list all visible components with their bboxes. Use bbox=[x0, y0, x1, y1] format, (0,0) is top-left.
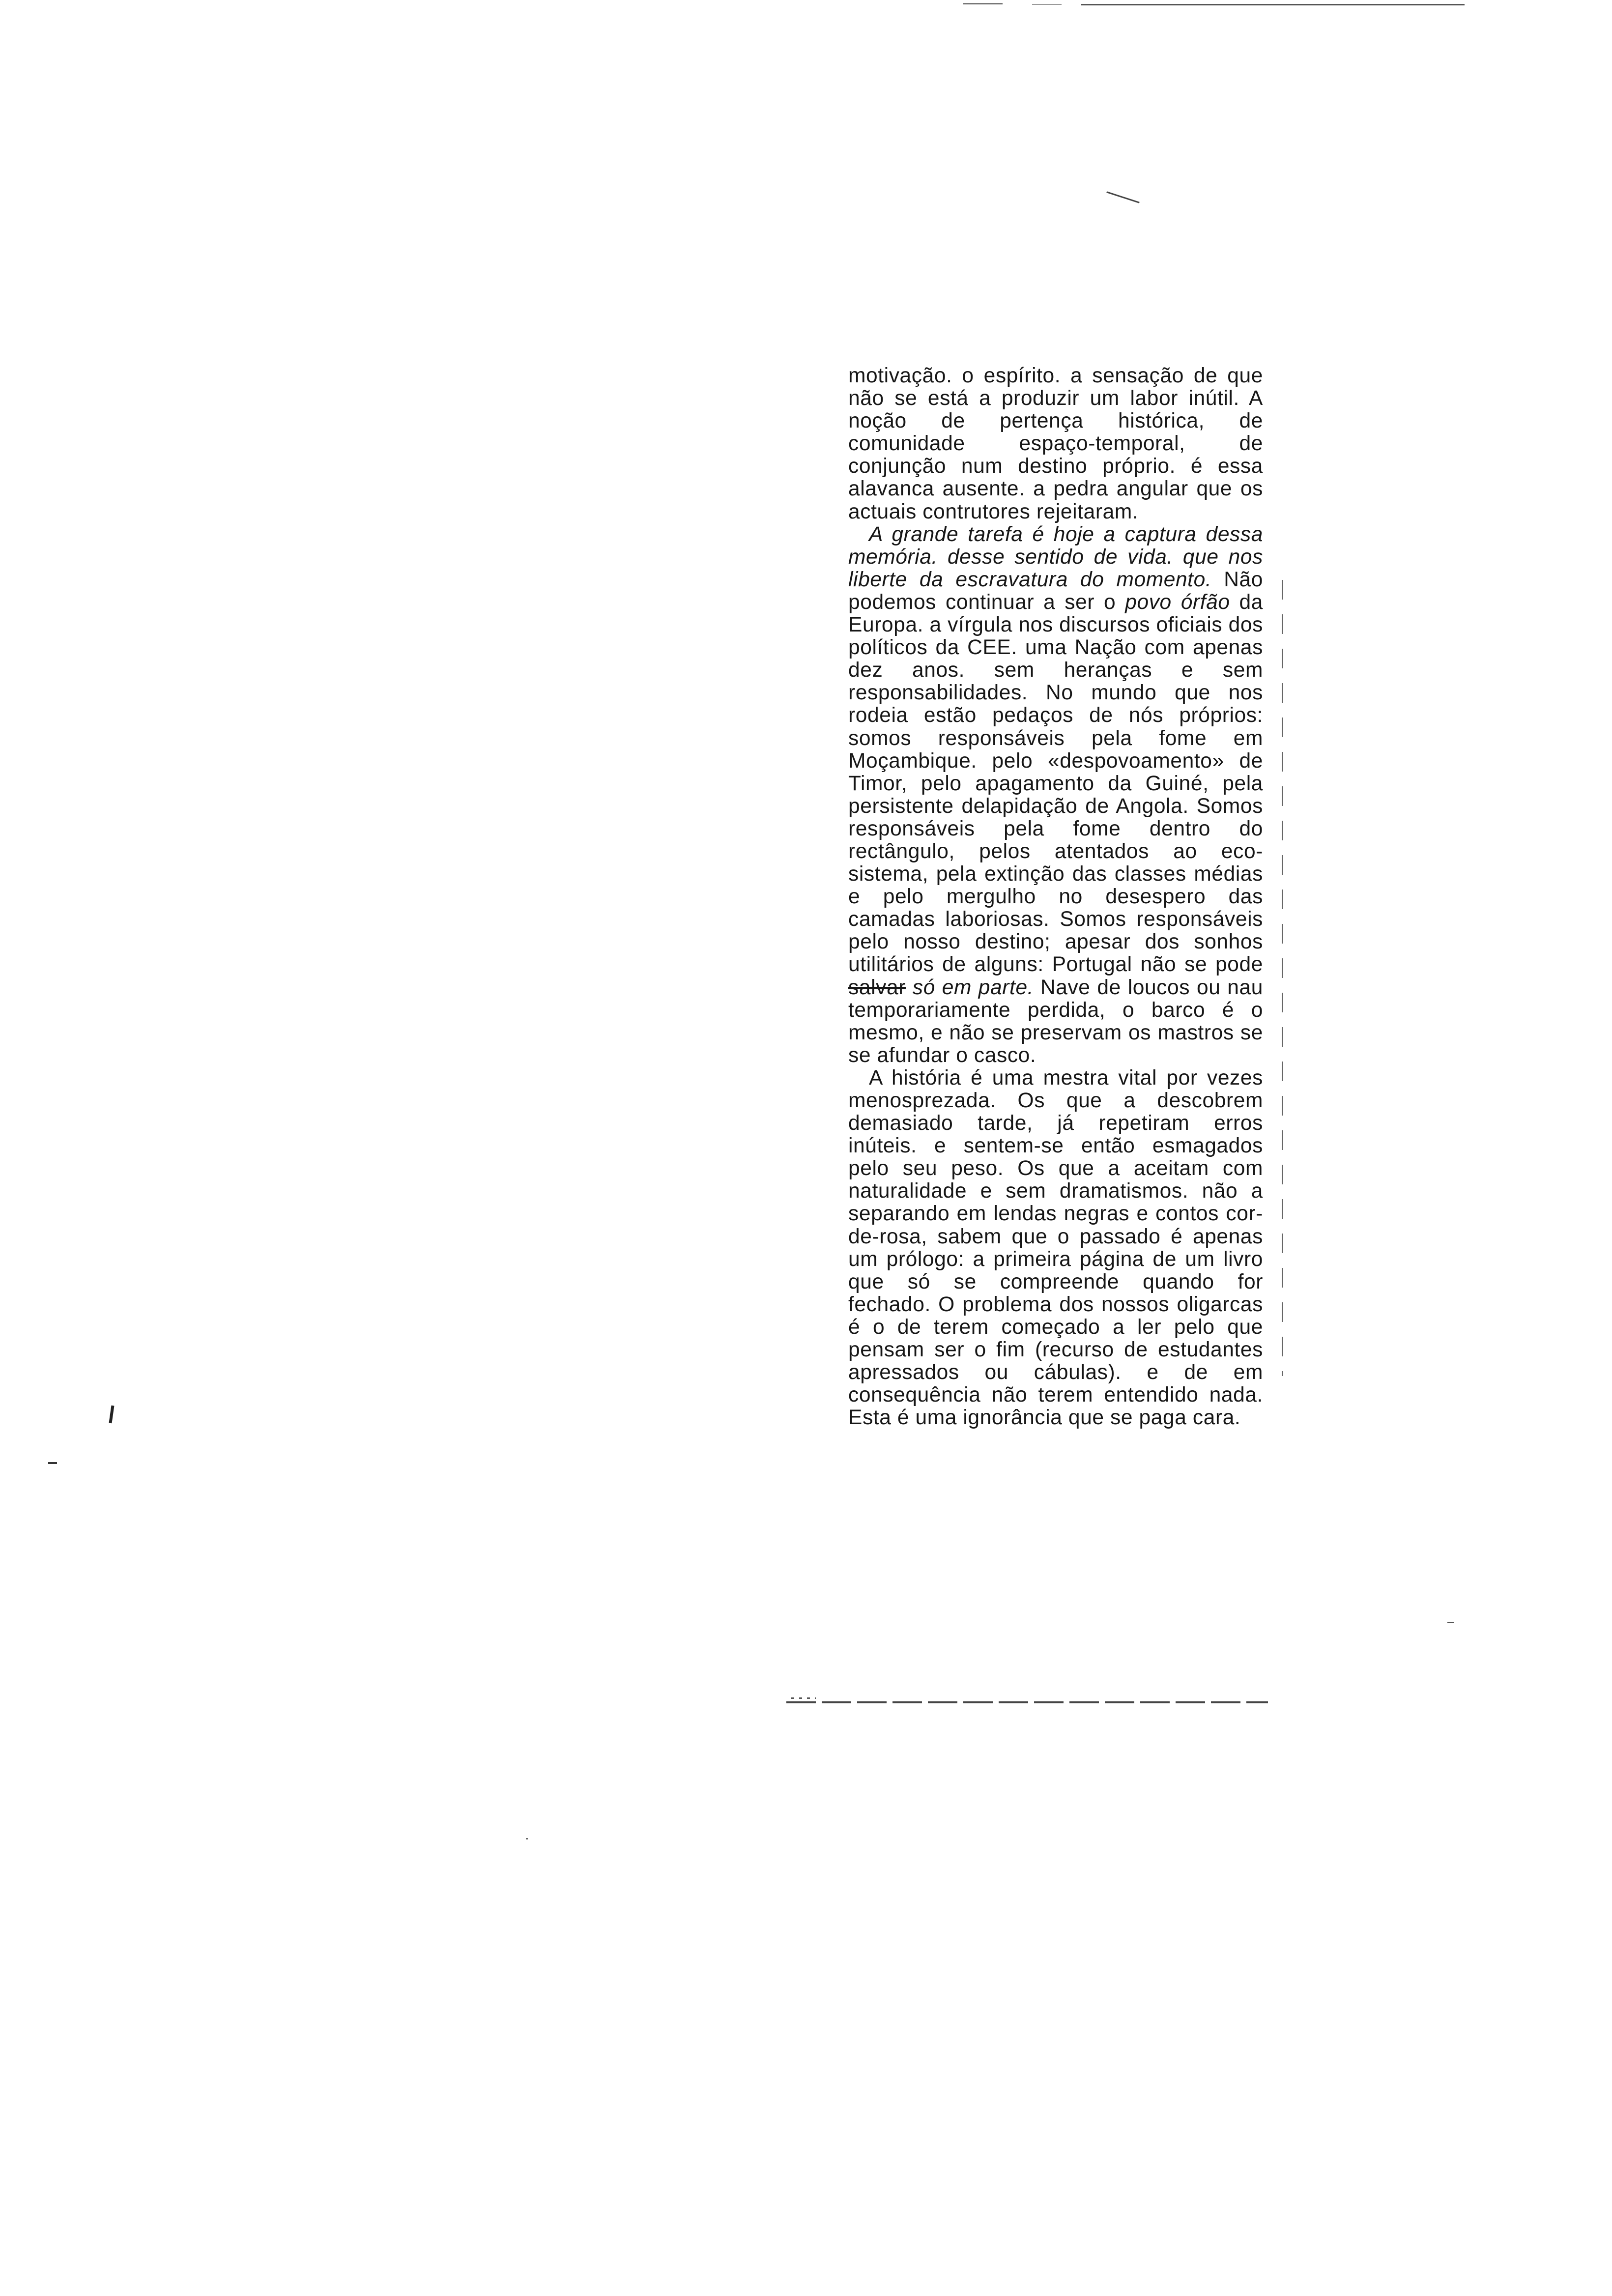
scan-artifact-stroke bbox=[1106, 191, 1140, 203]
paragraph-2-italic-word: povo órfão bbox=[1125, 590, 1230, 614]
scan-artifact-top-dots bbox=[1032, 4, 1062, 5]
column-bottom-rule bbox=[786, 1701, 1268, 1703]
paragraph-2-struck-word: salvar bbox=[848, 976, 906, 999]
paragraph-3: A história é uma mestra vital por vezes menosprezada. Os que a descobrem demasiado tarde, já repetiram erros inúteis. e sentem-se então esmagados pelo seu peso. Os que a aceitam com naturalidade e sem dramatismos. não a separando em lendas negras e contos cor-de-rosa, sabem que o passado é apenas um prólogo: a primeira página de um livro que só se compreende quando for fechado. O problema dos nossos oligarcas é o de terem começado a ler pelo que pensam ser o fim (recurso de estudantes apressados ou cábulas). e de em consequência não terem entendido nada. Esta é uma ignorância que se paga cara. bbox=[848, 1066, 1263, 1430]
scan-artifact-top-rule-long bbox=[1081, 4, 1465, 5]
scan-artifact-left-tick bbox=[48, 1462, 57, 1464]
paragraph-2-text-a: Não podemos continuar a ser o bbox=[848, 568, 1263, 614]
paragraph-2-text-c: Nave de loucos ou nau temporariamente perdida, o barco é o mesmo, e não se preservam os mastros se se afundar o casco. bbox=[848, 976, 1264, 1067]
paragraph-2 bbox=[848, 523, 1263, 1067]
scan-artifact-top-rule bbox=[963, 3, 1003, 4]
scan-artifact-left-mark bbox=[109, 1406, 115, 1423]
scan-artifact-bottom-dot bbox=[526, 1838, 528, 1839]
paragraph-2-italic-tail: só em parte. bbox=[905, 976, 1034, 999]
paragraph-2-text-b: da Europa. a vírgula nos discursos oficiais dos políticos da CEE. uma Nação com apenas dez anos. sem heranças e sem responsabilidades. No mundo que nos rodeia estão pedaços de nós próprios: somos responsáveis pela fome em Moçambique. pelo «despovoamento» de Timor, pelo apagamento da Guiné, pela persistente delapidação de Angola. Somos responsáveis pela fome dentro do rectângulo, pelos atentados ao eco-sistema, pela extinção das classes médias e pelo mergulho no desespero das camadas laboriosas. Somos responsáveis pelo nosso destino; apesar dos sonhos utilitários de alguns: Portugal não se pode bbox=[848, 590, 1263, 976]
paragraph-2-italic-lead: A grande tarefa é hoje a captura dessa memória. desse sentido de vida. que nos liberte da escravatura do momento. bbox=[848, 522, 1263, 591]
paragraph-1: motivação. o espírito. a sensação de que não se está a produzir um labor inútil. A noção de pertença histórica, de comunidade espaço-temporal, de conjunção num destino próprio. é essa alavanca ausente. a pedra angular que os actuais contrutores rejeitaram. bbox=[848, 364, 1263, 523]
article-column bbox=[848, 365, 1263, 1429]
scan-artifact-right-tick bbox=[1447, 1622, 1454, 1623]
column-bottom-dots bbox=[791, 1697, 816, 1699]
column-edge-line bbox=[1282, 580, 1283, 1376]
